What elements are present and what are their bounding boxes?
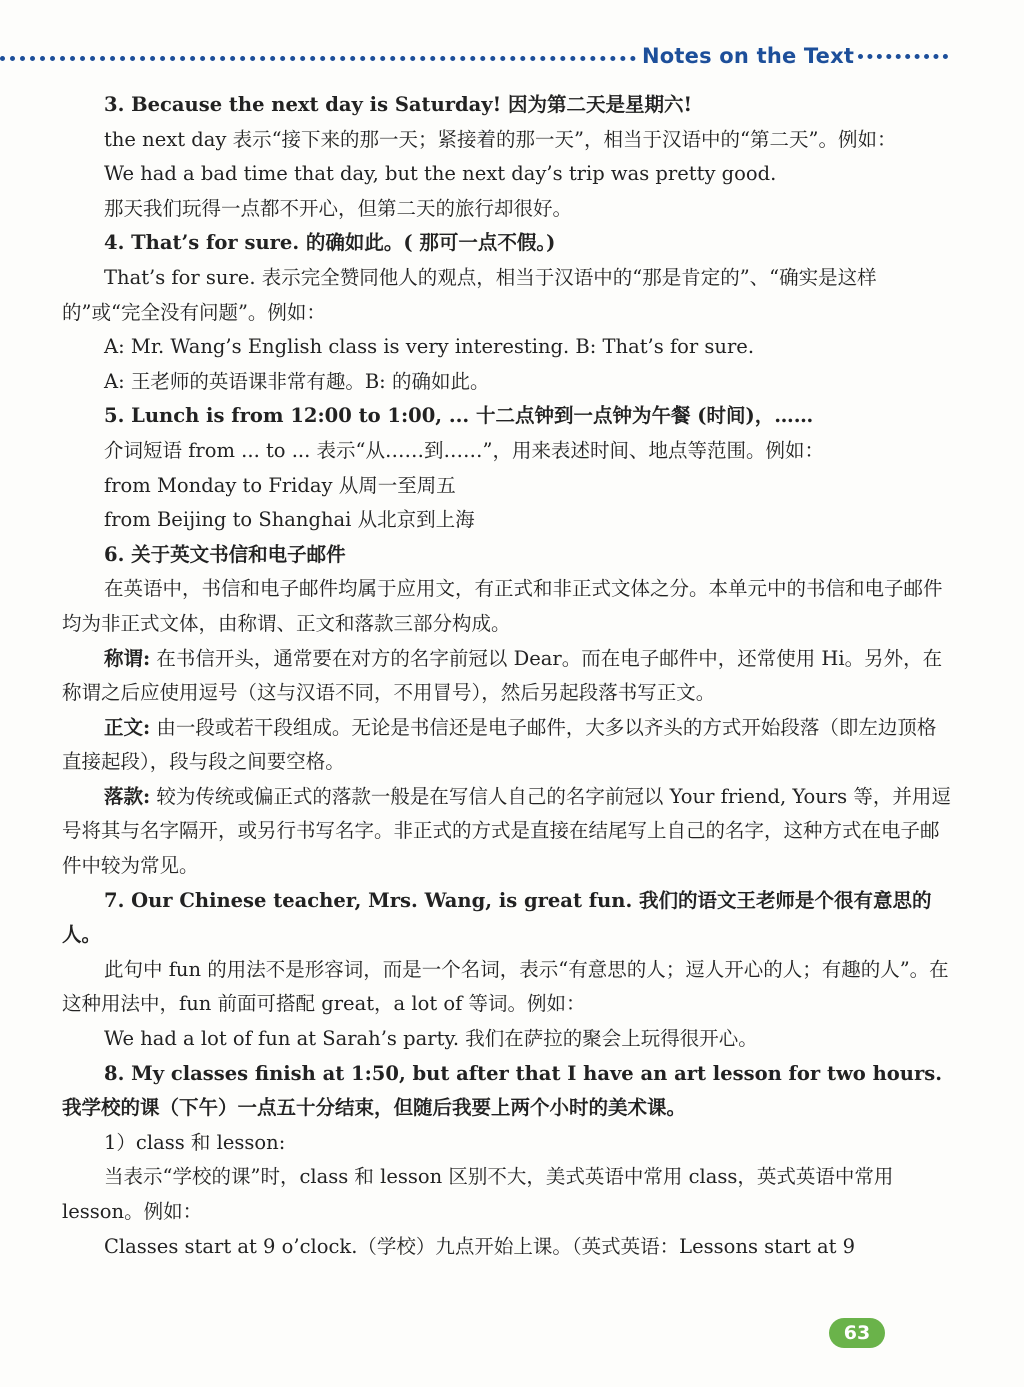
note-5-explanation: 介词短语 from ... to ... 表示“从……到……”，用来表述时间、地点等范围。例如： xyxy=(104,438,824,462)
header-dotted-rule-right xyxy=(858,54,948,59)
note-5-example-2: from Beijing to Shanghai 从北京到上海 xyxy=(104,508,475,532)
note-6-explanation: 在英语中，书信和电子邮件均属于应用文，有正式和非正式文体之分。本单元中的书信和电子邮件均为非正式文体，由称谓、正文和落款三部分构成。 xyxy=(62,577,943,635)
note-3-explanation: the next day 表示“接下来的那一天；紧接着的那一天”，相当于汉语中的“第二天”。例如： xyxy=(104,127,897,151)
note-4-explanation: That’s for sure. 表示完全赞同他人的观点，相当于汉语中的“那是肯定的”、“确实是这样的”或“完全没有问题”。例如： xyxy=(62,265,877,324)
note-8-example: Classes start at 9 o’clock.（学校）九点开始上课。（英式英语：Lessons start at 9 xyxy=(104,1234,856,1258)
header-title: Notes on the Text xyxy=(642,44,855,68)
closing-text: 较为传统或偏正式的落款一般是在写信人自己的名字前冠以 Your friend, Yours 等，并用逗号将其与名字隔开，或另行书写名字。非正式的方式是直接在结尾写上自己的名字，这种方式在电子邮件中较为常见。 xyxy=(62,784,951,878)
note-6-body xyxy=(62,711,952,780)
salutation-label: 称谓: xyxy=(104,646,151,670)
note-6-salutation xyxy=(62,642,952,711)
note-6-heading: 6. 关于英文书信和电子邮件 xyxy=(104,542,346,566)
notes-content xyxy=(62,88,952,1264)
note-7-heading: 7. Our Chinese teacher, Mrs. Wang, is great fun. 我们的语文王老师是个很有意思的人。 xyxy=(62,888,932,947)
note-6-closing xyxy=(62,780,952,884)
note-3-heading: 3. Because the next day is Saturday! 因为第二天是星期六! xyxy=(104,93,693,116)
body-text: 由一段或若干段组成。无论是书信还是电子邮件，大多以齐头的方式开始段落（即左边顶格直接起段），段与段之间要空格。 xyxy=(62,715,937,774)
page-number-badge: 63 xyxy=(829,1318,885,1348)
note-4-example-en: A: Mr. Wang’s English class is very interesting. B: That’s for sure. xyxy=(104,335,755,359)
note-5-example-1: from Monday to Friday 从周一至周五 xyxy=(104,473,456,497)
header-dotted-rule xyxy=(0,56,636,61)
note-8-heading: 8. My classes finish at 1:50, but after that I have an art lesson for two hours. 我学校的课（下午）一点五十分结束，但随后我要上两个小时的美术课。 xyxy=(62,1061,942,1120)
note-5-heading: 5. Lunch is from 12:00 to 1:00, ... 十二点钟到一点钟为午餐 (时间)，…… xyxy=(104,404,814,428)
note-4-example-zh: A: 王老师的英语课非常有趣。B: 的确如此。 xyxy=(104,369,490,393)
salutation-text: 在书信开头，通常要在对方的名字前冠以 Dear。而在电子邮件中，还常使用 Hi。另外，在称谓之后应使用逗号（这与汉语不同，不用冒号），然后另起段落书写正文。 xyxy=(62,646,943,705)
note-8-explanation: 当表示“学校的课”时，class 和 lesson 区别不大，美式英语中常用 class，英式英语中常用 lesson。例如： xyxy=(62,1165,894,1223)
note-4-heading: 4. That’s for sure. 的确如此。( 那可一点不假。) xyxy=(104,231,556,255)
note-7-explanation: 此句中 fun 的用法不是形容词，而是一个名词，表示“有意思的人；逗人开心的人；有趣的人”。在这种用法中，fun 前面可搭配 great，a lot of 等词。例如： xyxy=(62,957,949,1016)
closing-label: 落款: xyxy=(104,784,151,808)
note-3-example-en: We had a bad time that day, but the next day’s trip was pretty good. xyxy=(104,162,777,186)
note-8-subheading: 1）class 和 lesson: xyxy=(104,1130,286,1154)
body-label: 正文: xyxy=(104,715,151,739)
page-header xyxy=(0,44,1024,74)
note-3-example-zh: 那天我们玩得一点都不开心，但第二天的旅行却很好。 xyxy=(104,196,573,220)
note-7-example: We had a lot of fun at Sarah’s party. 我们在萨拉的聚会上玩得很开心。 xyxy=(104,1027,758,1051)
